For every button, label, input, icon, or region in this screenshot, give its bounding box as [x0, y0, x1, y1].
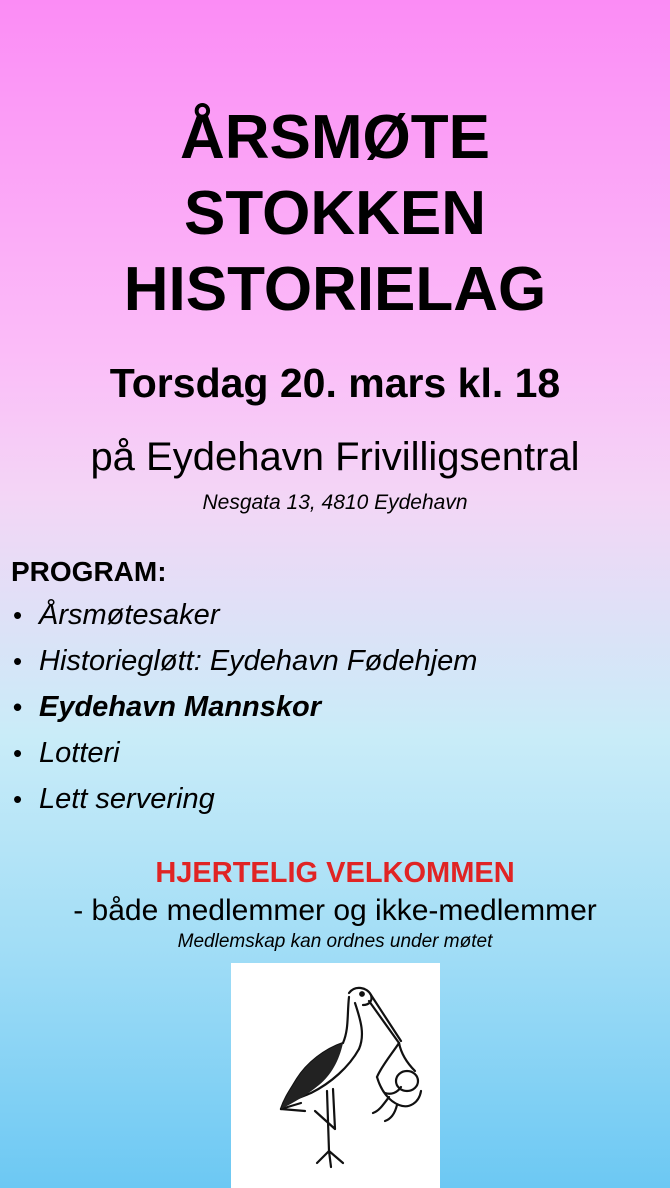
program-heading: PROGRAM:: [11, 556, 167, 587]
stork-image: [231, 963, 440, 1188]
program-item-text: Årsmøtesaker: [39, 599, 220, 631]
program-item: [11, 638, 651, 684]
bullet-icon: •: [13, 600, 23, 630]
program-item-text: Eydehavn Mannskor: [39, 691, 322, 723]
program-item: [11, 592, 651, 638]
bullet-icon: •: [13, 692, 23, 722]
title-line-2: STOKKEN: [183, 179, 486, 248]
title-line-1: ÅRSMØTE: [180, 103, 490, 172]
program-item: [11, 684, 651, 730]
program-item-text: Lotteri: [39, 737, 120, 769]
bullet-icon: •: [13, 738, 23, 768]
program-item: [11, 730, 651, 776]
bullet-icon: •: [13, 784, 23, 814]
program-section: [11, 552, 651, 822]
poster-title: [0, 100, 670, 328]
welcome-heading: HJERTELIG VELKOMMEN: [155, 857, 515, 889]
program-item-text: Lett servering: [39, 783, 215, 815]
program-item: [11, 776, 651, 822]
bullet-icon: •: [13, 646, 23, 676]
event-address: Nesgata 13, 4810 Eydehavn: [202, 491, 468, 514]
event-venue: på Eydehavn Frivilligsentral: [90, 435, 580, 479]
program-list: [11, 592, 651, 822]
stork-carrying-baby-icon: [231, 963, 440, 1188]
title-line-3: HISTORIELAG: [123, 255, 547, 324]
event-date: Torsdag 20. mars kl. 18: [109, 360, 561, 406]
program-item-text: Historiegløtt: Eydehavn Fødehjem: [39, 645, 478, 677]
membership-note: Medlemskap kan ordnes under møtet: [177, 931, 493, 952]
members-line: - både medlemmer og ikke-medlemmer: [73, 894, 597, 927]
